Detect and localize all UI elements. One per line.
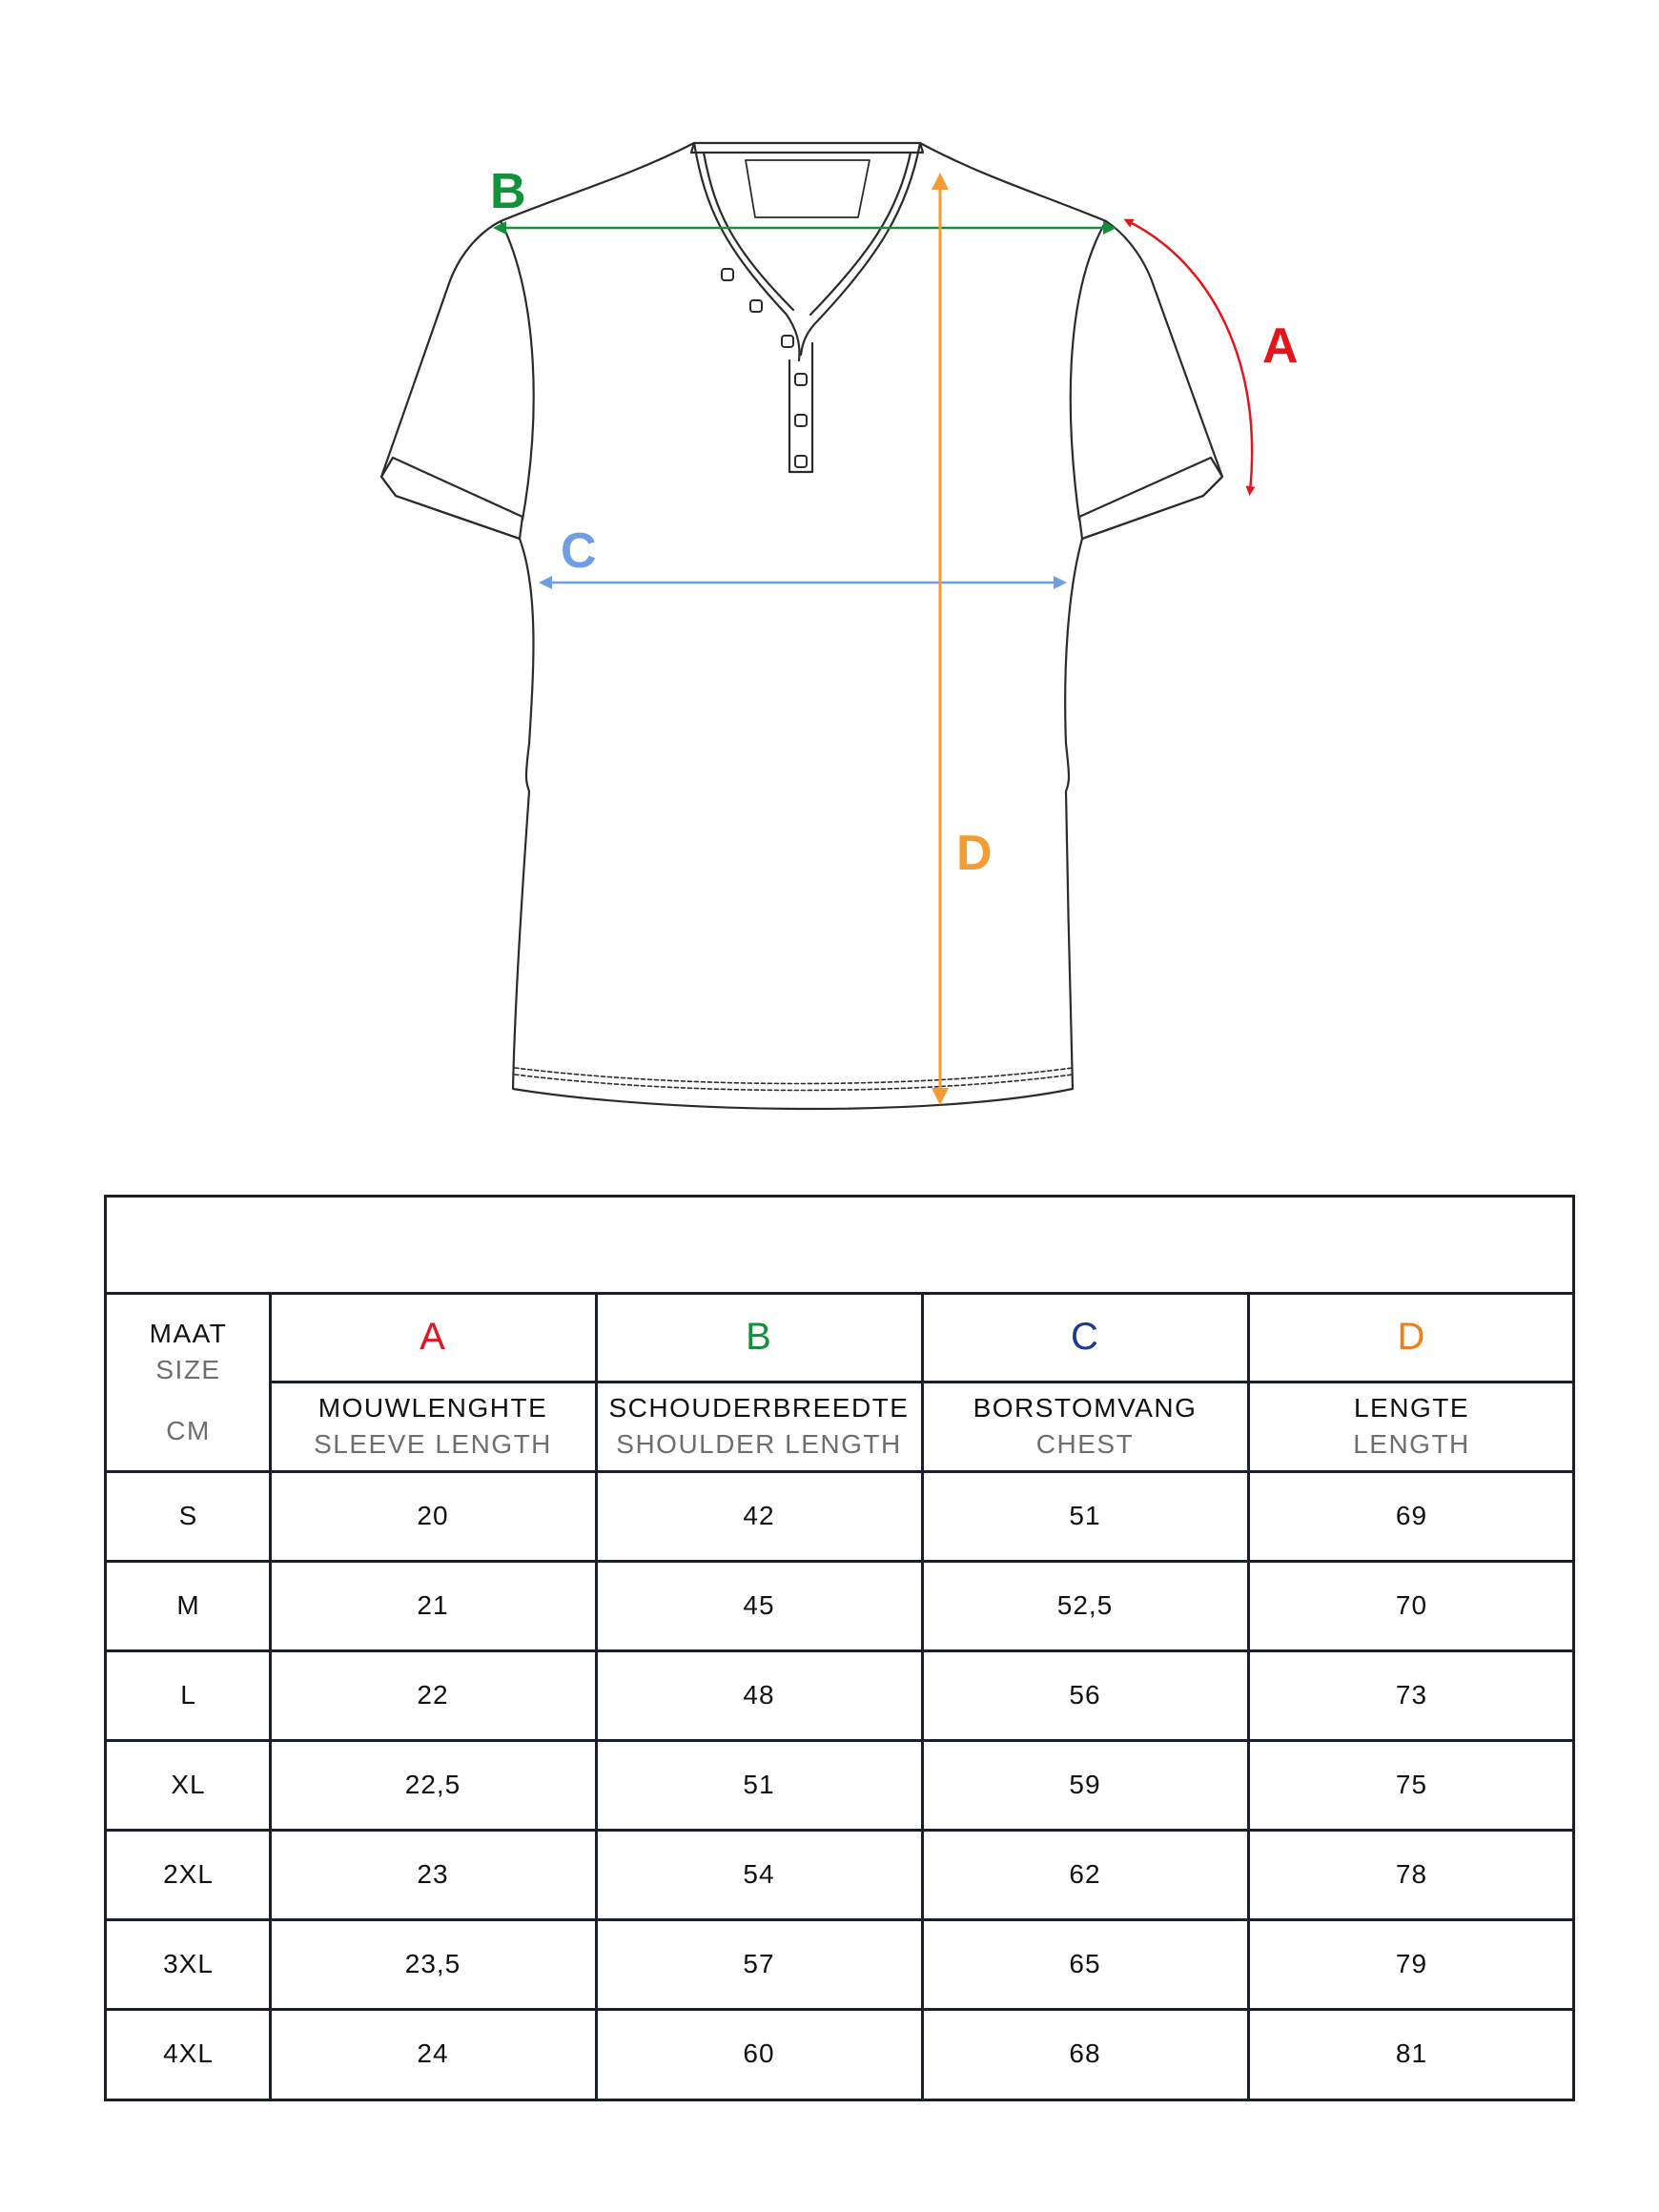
size-value: M [176, 1590, 200, 1620]
col-name-c-nl: BORSTOMVANG [973, 1393, 1198, 1423]
value-cell-d [1248, 1650, 1575, 1740]
size-value: XL [171, 1770, 206, 1799]
size-cell [107, 1650, 270, 1740]
col-name-b-nl: SCHOUDERBREEDTE [608, 1393, 910, 1423]
value-c: 56 [1069, 1680, 1101, 1710]
table-divider [107, 1470, 1572, 1473]
value-cell-d [1248, 1830, 1575, 1919]
table-divider [107, 1649, 1572, 1652]
value-d: 75 [1395, 1770, 1428, 1799]
col-name-a-en: SLEEVE LENGTH [314, 1429, 552, 1459]
size-cell [107, 1561, 270, 1650]
button-3 [782, 336, 793, 347]
letter-header-row [107, 1293, 1572, 1382]
value-cell-d [1248, 1740, 1575, 1830]
col-letter-b-text: B [746, 1316, 772, 1358]
value-d: 70 [1395, 1590, 1428, 1620]
col-letter-d-text: D [1397, 1316, 1426, 1358]
value-cell-c [922, 1830, 1248, 1919]
table-divider [107, 1292, 1572, 1295]
value-b: 48 [743, 1680, 775, 1710]
value-b: 60 [743, 2038, 775, 2068]
table-divider [1247, 1293, 1250, 2099]
button-5 [795, 415, 807, 426]
table-row [107, 1830, 1572, 1919]
value-cell-a [270, 1830, 596, 1919]
table-divider [107, 2008, 1572, 2011]
table-divider [107, 1560, 1572, 1563]
value-c: 59 [1069, 1770, 1101, 1799]
value-a: 24 [417, 2038, 449, 2068]
size-table [104, 1195, 1575, 2101]
table-title-row [107, 1198, 1572, 1293]
table-divider [107, 1829, 1572, 1832]
value-cell-b [596, 1561, 922, 1650]
table-row [107, 1740, 1572, 1830]
label-a: A [1262, 318, 1299, 374]
label-c: C [561, 523, 597, 579]
size-value: L [180, 1680, 196, 1710]
value-cell-c [922, 1471, 1248, 1561]
size-value: 3XL [163, 1949, 214, 1978]
value-d: 81 [1395, 2038, 1428, 2068]
table-row [107, 1561, 1572, 1650]
table-divider [269, 1293, 272, 2099]
value-d: 79 [1395, 1949, 1428, 1978]
col-name-b [596, 1382, 922, 1471]
value-cell-d [1248, 1919, 1575, 2009]
col-letter-a-text: A [420, 1316, 446, 1358]
sleeve-measure-arc [1128, 221, 1252, 491]
table-row [107, 2009, 1572, 2099]
table-row [107, 1919, 1572, 2009]
col-letter-c-text: C [1071, 1316, 1099, 1358]
value-d: 69 [1395, 1501, 1428, 1530]
value-cell-d [1248, 2009, 1575, 2099]
value-c: 52,5 [1056, 1590, 1114, 1620]
label-b: B [490, 164, 526, 219]
value-a: 23 [417, 1859, 449, 1889]
size-cell [107, 2009, 270, 2099]
col-name-c [922, 1382, 1248, 1471]
value-cell-c [922, 2009, 1248, 2099]
value-cell-d [1248, 1471, 1575, 1561]
button-4 [795, 374, 807, 385]
value-a: 22 [417, 1680, 449, 1710]
table-divider [595, 1293, 598, 2099]
label-d: D [956, 826, 993, 881]
value-cell-c [922, 1561, 1248, 1650]
value-b: 42 [743, 1501, 775, 1530]
table-title [107, 1198, 1572, 1293]
col-name-a-nl: MOUWLENGHTE [317, 1393, 548, 1423]
size-value: 2XL [163, 1859, 214, 1889]
value-a: 20 [417, 1501, 449, 1530]
value-cell-b [596, 1740, 922, 1830]
col-name-a [270, 1382, 596, 1471]
col-letter-d [1248, 1293, 1575, 1382]
value-b: 51 [743, 1770, 775, 1799]
value-c: 68 [1069, 2038, 1101, 2068]
col-name-c-en: CHEST [1035, 1429, 1135, 1459]
value-c: 62 [1069, 1859, 1101, 1889]
size-value: 4XL [163, 2038, 214, 2068]
value-cell-b [596, 2009, 922, 2099]
name-header-row [107, 1382, 1572, 1471]
size-cell [107, 1740, 270, 1830]
size-header-en: SIZE [155, 1354, 221, 1384]
value-a: 22,5 [404, 1770, 461, 1799]
value-cell-b [596, 1650, 922, 1740]
table-row [107, 1650, 1572, 1740]
table-divider [107, 1918, 1572, 1921]
value-c: 51 [1069, 1501, 1101, 1530]
value-cell-a [270, 1471, 596, 1561]
size-header-nl: MAAT [149, 1318, 228, 1348]
col-letter-a [270, 1293, 596, 1382]
table-divider [921, 1293, 924, 2099]
value-cell-c [922, 1740, 1248, 1830]
button-1 [722, 269, 733, 280]
value-cell-b [596, 1919, 922, 2009]
value-a: 23,5 [404, 1949, 461, 1978]
value-c: 65 [1069, 1949, 1101, 1978]
value-cell-a [270, 1919, 596, 2009]
value-b: 54 [743, 1859, 775, 1889]
value-cell-d [1248, 1561, 1575, 1650]
size-cell [107, 1471, 270, 1561]
value-cell-a [270, 1561, 596, 1650]
table-divider [107, 1739, 1572, 1742]
tshirt-outline [381, 143, 1222, 1109]
size-value: S [178, 1501, 198, 1530]
value-cell-c [922, 1650, 1248, 1740]
button-2 [750, 300, 762, 312]
size-cell [107, 1830, 270, 1919]
value-cell-a [270, 1650, 596, 1740]
value-a: 21 [417, 1590, 449, 1620]
col-name-b-en: SHOULDER LENGTH [616, 1429, 902, 1459]
value-cell-a [270, 1740, 596, 1830]
value-cell-b [596, 1471, 922, 1561]
value-b: 45 [743, 1590, 775, 1620]
value-cell-a [270, 2009, 596, 2099]
size-cell [107, 1919, 270, 2009]
value-cell-b [596, 1830, 922, 1919]
button-6 [795, 456, 807, 467]
col-name-d-nl: LENGTE [1353, 1393, 1470, 1423]
value-d: 78 [1395, 1859, 1428, 1889]
table-row [107, 1471, 1572, 1561]
value-b: 57 [743, 1949, 775, 1978]
col-letter-c [922, 1293, 1248, 1382]
placket-buttons [722, 269, 807, 467]
col-name-d-en: LENGTH [1353, 1429, 1470, 1459]
col-letter-b [596, 1293, 922, 1382]
size-header-unit: CM [166, 1415, 211, 1445]
value-d: 73 [1395, 1680, 1428, 1710]
value-cell-c [922, 1919, 1248, 2009]
col-name-d [1248, 1382, 1575, 1471]
